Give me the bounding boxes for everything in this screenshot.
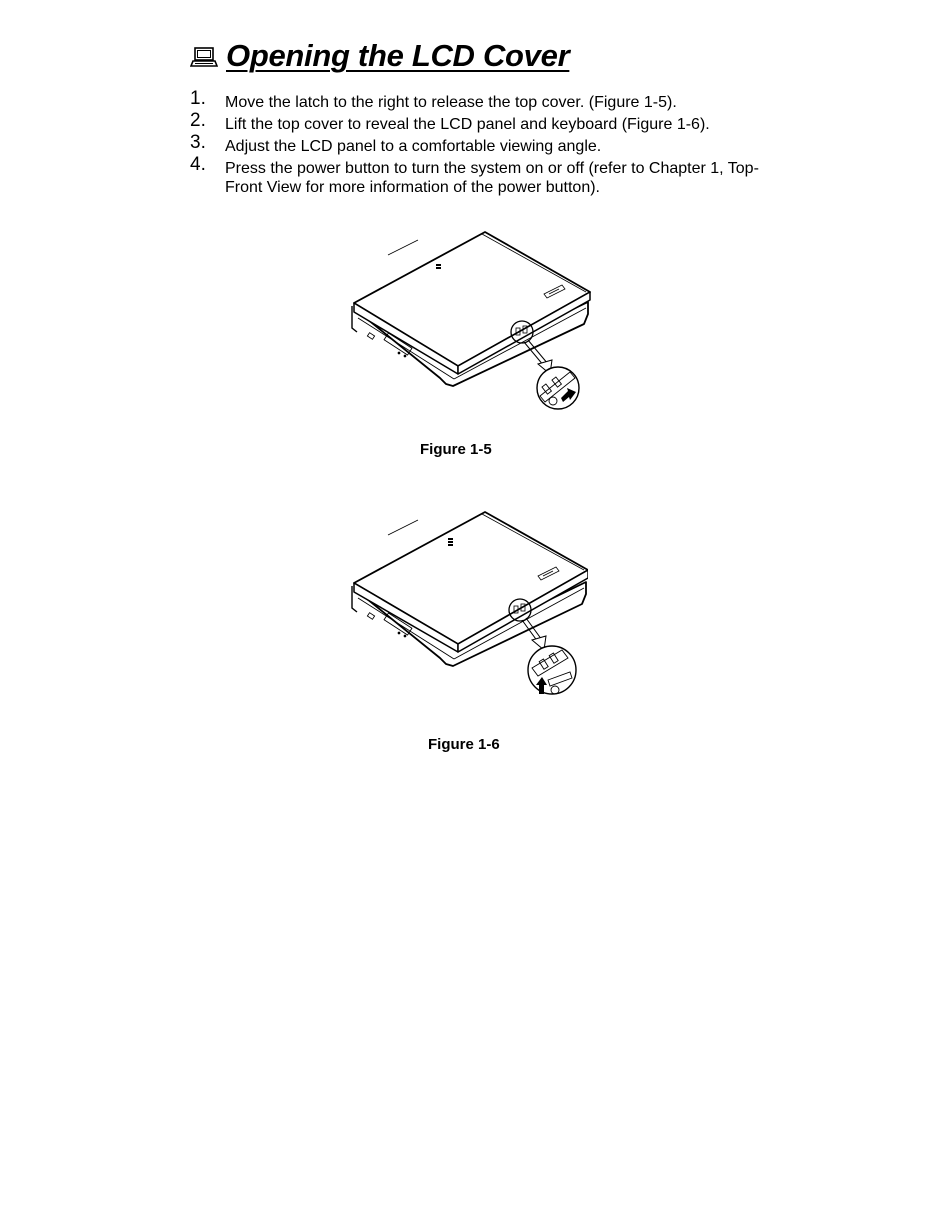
step-number: 3. — [190, 132, 206, 153]
list-item — [190, 88, 790, 112]
figure-caption: Figure 1-5 — [420, 441, 492, 458]
section-heading — [190, 36, 569, 76]
list-item — [190, 110, 790, 134]
step-text: Lift the top cover to reveal the LCD panel and keyboard (Figure 1-6). — [225, 116, 710, 133]
closed-notebook-lid-lift-icon — [348, 508, 588, 703]
step-text: Move the latch to the right to release the top cover. (Figure 1-5). — [225, 94, 677, 111]
step-text: Press the power button to turn the system on or off (refer to Chapter 1, Top-Front View for more information of the power button). — [225, 160, 759, 196]
instruction-list — [190, 88, 790, 200]
figure-1-5-illustration — [348, 228, 598, 413]
closed-notebook-latch-slide-right-icon — [348, 228, 598, 413]
step-number: 2. — [190, 110, 206, 131]
list-item — [190, 132, 790, 156]
step-number: 4. — [190, 154, 206, 175]
step-text: Adjust the LCD panel to a comfortable viewing angle. — [225, 138, 602, 155]
step-number: 1. — [190, 88, 206, 109]
figure-1-6-illustration — [348, 508, 588, 703]
list-item — [190, 154, 790, 197]
figure-caption: Figure 1-6 — [428, 736, 500, 753]
laptop-icon — [190, 42, 218, 70]
page-title: Opening the LCD Cover — [226, 38, 570, 73]
